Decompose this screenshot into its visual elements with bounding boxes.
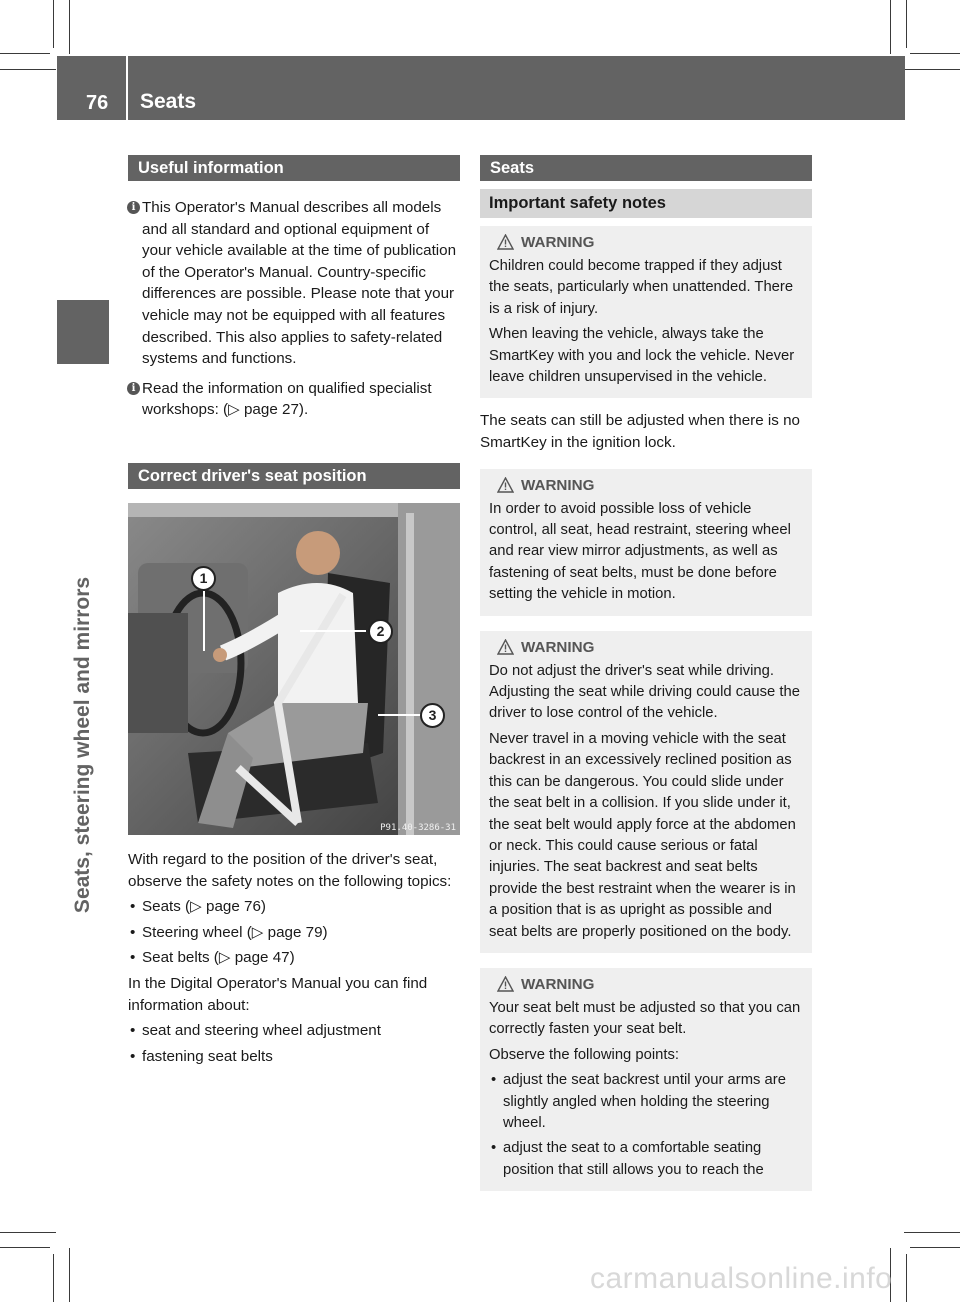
figure-caption: P91.40-3286-31 xyxy=(380,822,456,833)
warning-text: Observe the following points: xyxy=(489,1046,679,1063)
warning-text: Your seat belt must be adjusted so that you can correctly fasten your seat belt. xyxy=(489,999,801,1038)
topic-list xyxy=(128,896,460,969)
warning-title xyxy=(489,475,803,499)
body-text: The seats can still be adjusted when there is no SmartKey in the ignition lock. xyxy=(480,412,800,452)
crop-mark xyxy=(0,1232,56,1233)
warning-text: Do not adjust the driver's seat while driving. Adjusting the seat while driving could cause the driver to lose control of the vehicle. xyxy=(489,662,800,722)
crop-mark xyxy=(890,0,891,54)
warning-box xyxy=(480,226,812,398)
list-item: • adjust the seat to a comfortable seating position that still allows you to reach the xyxy=(489,1138,803,1181)
body-text: With regard to the position of the driver's seat, observe the safety notes on the following topics: xyxy=(128,850,452,890)
crop-mark xyxy=(904,69,960,70)
warning-text: When leaving the vehicle, always take the SmartKey with you and lock the vehicle. Never leave children unsupervised in the vehicle. xyxy=(489,326,795,386)
warning-triangle-icon xyxy=(497,976,514,992)
section-heading-useful-info: Useful information xyxy=(128,155,460,181)
warning-title xyxy=(489,637,803,661)
header-divider xyxy=(126,56,128,120)
warning-label: WARNING xyxy=(521,638,595,656)
list-item[interactable]: • Steering wheel (▷ page 79) xyxy=(128,922,460,944)
callout-2: 2 xyxy=(368,619,393,644)
crop-mark xyxy=(53,1254,54,1302)
crop-mark xyxy=(906,0,907,48)
info-text: This Operator's Manual describes all models and all standard and optional equipment of your vehicle available at the time of publication of the Operator's Manual. Country-specific differences are possible. Please note that your vehicle may not be equipped with all features described. This also applies to safety-related systems and functions. xyxy=(142,199,457,368)
callout-leader xyxy=(300,630,366,632)
info-icon: i xyxy=(127,201,140,214)
callout-leader xyxy=(203,591,205,651)
callout-1: 1 xyxy=(191,566,216,591)
warning-triangle-icon xyxy=(497,477,514,493)
warning-box xyxy=(480,469,812,616)
info-text[interactable]: Read the information on qualified specialist workshops: (▷ page 27). xyxy=(142,379,432,419)
warning-text: Never travel in a moving vehicle with the seat backrest in an excessively reclined position as this can be dangerous. You could slide under the seat belt in a collision. If you slide under it, the seat belt would apply force at the abdomen or neck. This could cause serious or fatal injuries. The seat backrest and seat belts provide the best restraint when the wearer is in a position that is as upright as possible and seat belts are properly positioned on the body. xyxy=(489,730,796,940)
warning-triangle-icon xyxy=(497,639,514,655)
callout-leader xyxy=(378,714,422,716)
list-item: • fastening seat belts xyxy=(128,1046,460,1068)
crop-mark xyxy=(0,53,50,54)
list-item[interactable]: • Seat belts (▷ page 47) xyxy=(128,947,460,969)
crop-mark xyxy=(53,0,54,48)
warning-label: WARNING xyxy=(521,234,595,251)
chapter-tab xyxy=(57,300,109,364)
warning-text: In order to avoid possible loss of vehicle control, all seat, head restraint, steering wheel and rear view mirror adjustments, as well as fastening of seat belts, must be done before setting the vehicle in motion. xyxy=(489,500,791,603)
info-paragraph xyxy=(128,197,460,370)
crop-mark xyxy=(910,1247,960,1248)
info-icon: i xyxy=(127,382,140,395)
subsection-heading-safety: Important safety notes xyxy=(480,189,812,218)
left-column xyxy=(128,155,460,1067)
right-column xyxy=(480,155,812,1191)
seat-position-figure xyxy=(128,503,460,835)
list-item: • seat and steering wheel adjustment xyxy=(128,1020,460,1042)
warning-text: Children could become trapped if they adjust the seats, particularly when unattended. There is a risk of injury. xyxy=(489,258,794,317)
body-text: In the Digital Operator's Manual you can find information about: xyxy=(128,974,428,1014)
page-title: Seats xyxy=(140,90,197,113)
warning-box xyxy=(480,631,812,953)
warning-title xyxy=(489,232,803,256)
warning-label: WARNING xyxy=(521,476,595,494)
crop-mark xyxy=(69,1248,70,1302)
crop-mark xyxy=(910,53,960,54)
warning-box xyxy=(480,968,812,1191)
seat-illustration xyxy=(128,503,460,835)
crop-mark xyxy=(0,69,56,70)
chapter-label: Seats, steering wheel and mirrors xyxy=(71,576,94,914)
list-item: • adjust the seat backrest until your arms are slightly angled when holding the steering wheel. xyxy=(489,1070,803,1134)
info-paragraph xyxy=(128,378,460,421)
warning-title xyxy=(489,974,803,998)
warning-points xyxy=(489,1070,803,1181)
digital-topic-list xyxy=(128,1020,460,1067)
warning-label: WARNING xyxy=(521,975,595,993)
page-number: 76 xyxy=(86,92,109,114)
crop-mark xyxy=(69,0,70,54)
crop-mark xyxy=(906,1254,907,1302)
section-heading-driver-seat: Correct driver's seat position xyxy=(128,463,460,489)
callout-3: 3 xyxy=(420,703,445,728)
warning-triangle-icon xyxy=(497,234,514,250)
list-item[interactable]: • Seats (▷ page 76) xyxy=(128,896,460,918)
crop-mark xyxy=(904,1232,960,1233)
watermark: carmanualsonline.info xyxy=(590,1262,893,1295)
section-heading-seats: Seats xyxy=(480,155,812,181)
crop-mark xyxy=(0,1247,50,1248)
